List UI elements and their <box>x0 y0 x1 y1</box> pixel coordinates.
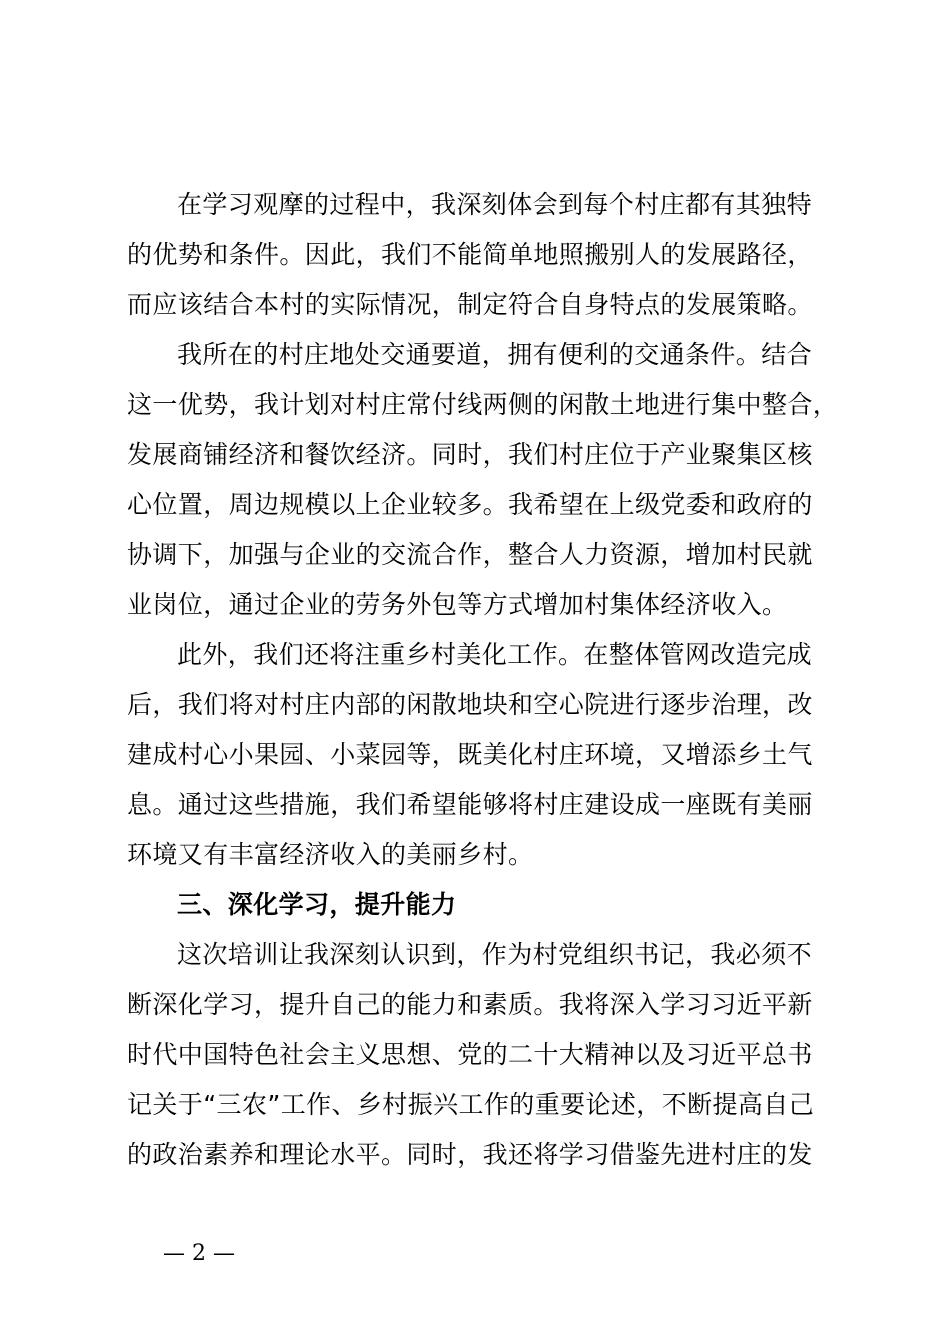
body-line: 这次培训让我深刻认识到，作为村党组织书记，我必须不 <box>177 940 813 969</box>
document-body <box>127 180 839 1180</box>
body-line: 这一优势，我计划对村庄常付线两侧的闲散土地进行集中整合， <box>127 390 839 419</box>
section-heading: 三、深化学习，提升能力 <box>177 890 457 919</box>
body-line: 心位置，周边规模以上企业较多。我希望在上级党委和政府的 <box>127 490 813 519</box>
page-number: — 2 — <box>163 1241 235 1266</box>
body-line: 建成村心小果园、小菜园等，既美化村庄环境，又增添乡土气 <box>127 740 813 769</box>
body-line: 环境又有丰富经济收入的美丽乡村。 <box>127 840 534 869</box>
body-line: 息。通过这些措施，我们希望能够将村庄建设成一座既有美丽 <box>127 790 813 819</box>
body-line: 的优势和条件。因此，我们不能简单地照搬别人的发展路径， <box>127 240 813 269</box>
body-line: 记关于“三农”工作、乡村振兴工作的重要论述，不断提高自己 <box>127 1090 815 1119</box>
body-line: 协调下，加强与企业的交流合作，整合人力资源，增加村民就 <box>127 540 813 569</box>
body-line: 断深化学习，提升自己的能力和素质。我将深入学习习近平新 <box>127 990 813 1019</box>
body-line: 业岗位，通过企业的劳务外包等方式增加村集体经济收入。 <box>127 590 788 619</box>
body-line: 而应该结合本村的实际情况，制定符合自身特点的发展策略。 <box>127 290 813 319</box>
body-line: 时代中国特色社会主义思想、党的二十大精神以及习近平总书 <box>127 1040 813 1069</box>
body-line: 我所在的村庄地处交通要道，拥有便利的交通条件。结合 <box>177 340 813 369</box>
body-line: 此外，我们还将注重乡村美化工作。在整体管网改造完成 <box>177 640 813 669</box>
body-line: 后，我们将对村庄内部的闲散地块和空心院进行逐步治理，改 <box>127 690 813 719</box>
body-line: 在学习观摩的过程中，我深刻体会到每个村庄都有其独特 <box>177 190 813 219</box>
body-line: 的政治素养和理论水平。同时，我还将学习借鉴先进村庄的发 <box>127 1140 813 1169</box>
body-line: 发展商铺经济和餐饮经济。同时，我们村庄位于产业聚集区核 <box>127 440 813 469</box>
